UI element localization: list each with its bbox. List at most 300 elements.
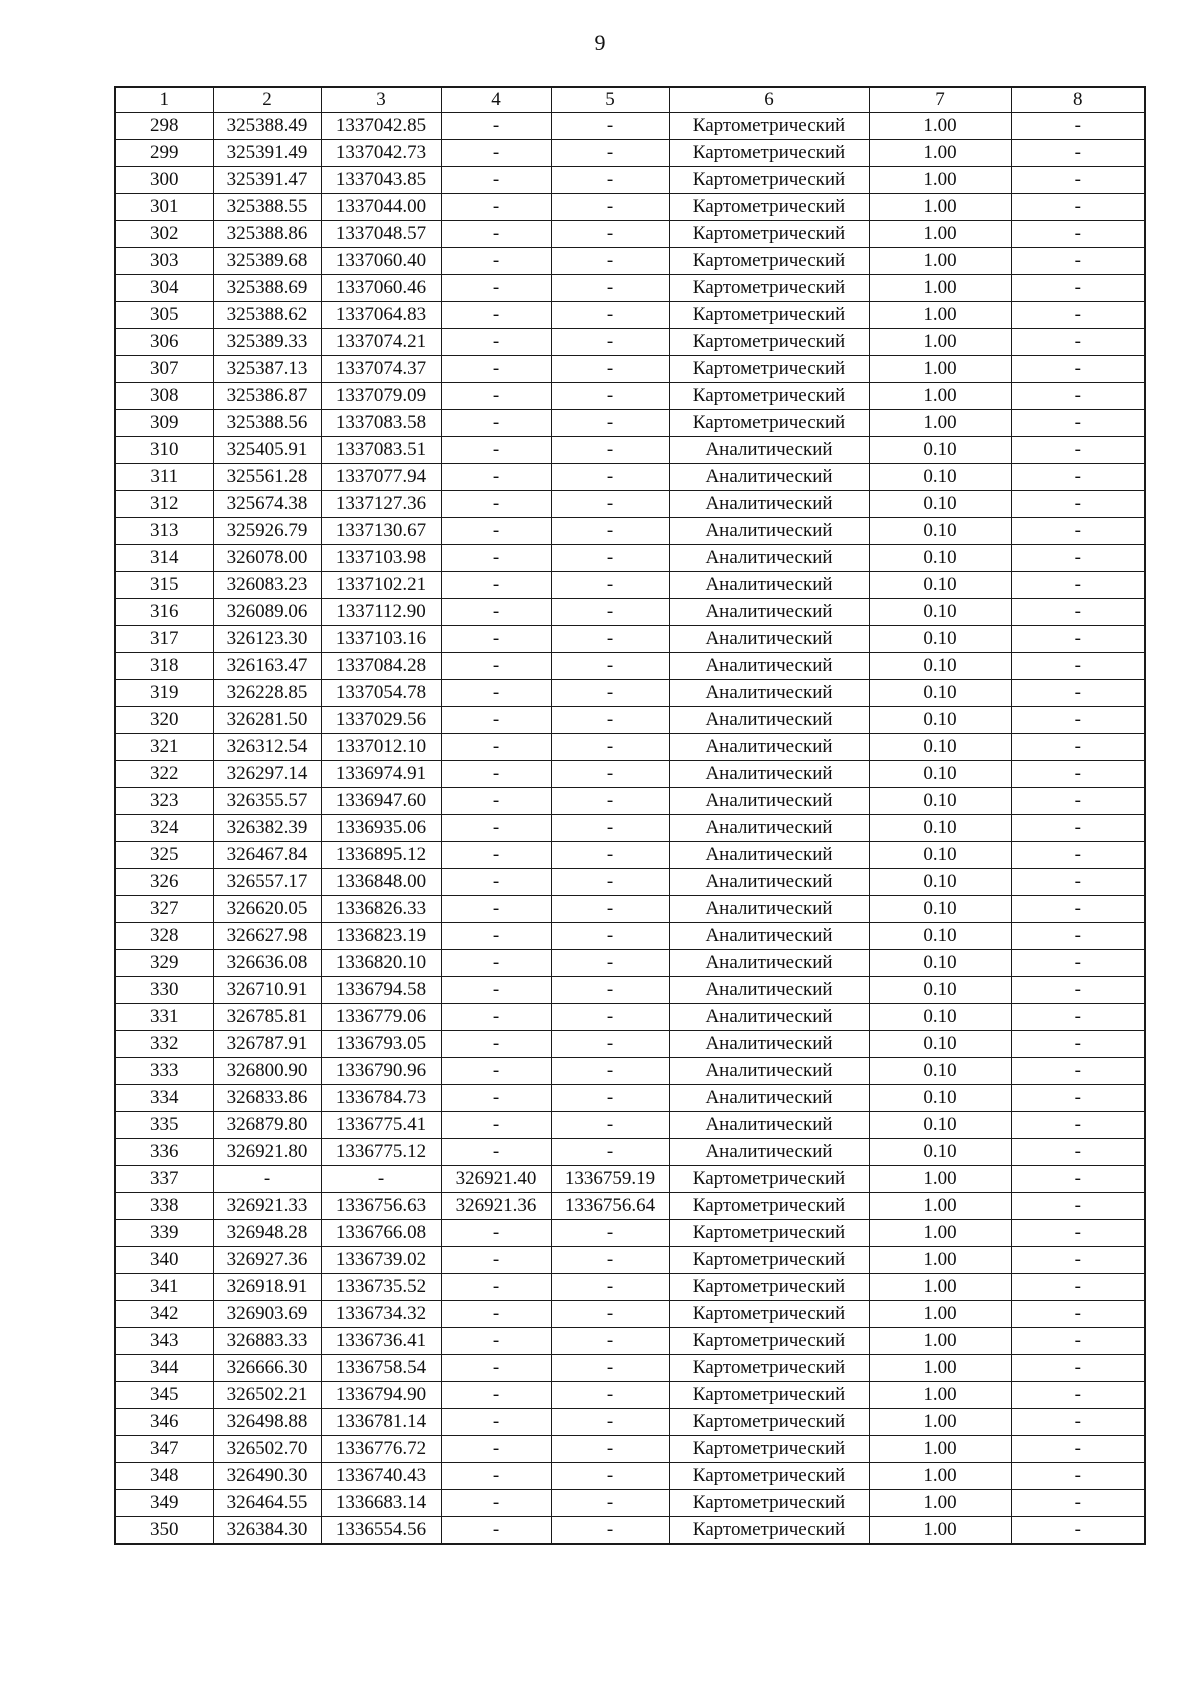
table-row <box>115 194 1145 221</box>
table-row <box>115 761 1145 788</box>
point-number-cell: 330 <box>115 977 213 1004</box>
table-row <box>115 599 1145 626</box>
notes-cell: - <box>1011 491 1145 518</box>
table-row <box>115 680 1145 707</box>
new-y-coordinate-cell: - <box>551 464 669 491</box>
y-coordinate-cell: 1337042.73 <box>321 140 441 167</box>
new-x-coordinate-cell: - <box>441 842 551 869</box>
method-cell: Аналитический <box>669 1112 869 1139</box>
new-y-coordinate-cell: - <box>551 734 669 761</box>
y-coordinate-cell: 1336974.91 <box>321 761 441 788</box>
notes-cell: - <box>1011 545 1145 572</box>
new-y-coordinate-cell: - <box>551 1382 669 1409</box>
x-coordinate-cell: 326355.57 <box>213 788 321 815</box>
new-x-coordinate-cell: - <box>441 356 551 383</box>
x-coordinate-cell: 325389.33 <box>213 329 321 356</box>
accuracy-cell: 1.00 <box>869 1490 1011 1517</box>
method-cell: Картометрический <box>669 1490 869 1517</box>
new-x-coordinate-cell: - <box>441 977 551 1004</box>
x-coordinate-cell: 326785.81 <box>213 1004 321 1031</box>
x-coordinate-cell: 326498.88 <box>213 1409 321 1436</box>
method-cell: Аналитический <box>669 653 869 680</box>
method-cell: Картометрический <box>669 383 869 410</box>
new-y-coordinate-cell: - <box>551 680 669 707</box>
notes-cell: - <box>1011 842 1145 869</box>
x-coordinate-cell: 326666.30 <box>213 1355 321 1382</box>
notes-cell: - <box>1011 977 1145 1004</box>
new-x-coordinate-cell: - <box>441 1517 551 1545</box>
table-row <box>115 950 1145 977</box>
notes-cell: - <box>1011 1220 1145 1247</box>
method-cell: Аналитический <box>669 788 869 815</box>
new-y-coordinate-cell: - <box>551 329 669 356</box>
y-coordinate-cell: 1336820.10 <box>321 950 441 977</box>
method-cell: Аналитический <box>669 977 869 1004</box>
notes-cell: - <box>1011 1382 1145 1409</box>
table-row <box>115 140 1145 167</box>
table-row <box>115 1328 1145 1355</box>
notes-cell: - <box>1011 626 1145 653</box>
point-number-cell: 347 <box>115 1436 213 1463</box>
y-coordinate-cell: 1336947.60 <box>321 788 441 815</box>
x-coordinate-cell: 325388.56 <box>213 410 321 437</box>
accuracy-cell: 1.00 <box>869 302 1011 329</box>
method-cell: Картометрический <box>669 167 869 194</box>
point-number-cell: 336 <box>115 1139 213 1166</box>
x-coordinate-cell: 325388.86 <box>213 221 321 248</box>
point-number-cell: 333 <box>115 1058 213 1085</box>
method-cell: Аналитический <box>669 869 869 896</box>
point-number-cell: 314 <box>115 545 213 572</box>
table-row <box>115 437 1145 464</box>
point-number-cell: 303 <box>115 248 213 275</box>
table-row <box>115 1490 1145 1517</box>
point-number-cell: 316 <box>115 599 213 626</box>
method-cell: Картометрический <box>669 1247 869 1274</box>
table-row <box>115 464 1145 491</box>
point-number-cell: 337 <box>115 1166 213 1193</box>
point-number-cell: 322 <box>115 761 213 788</box>
y-coordinate-cell: - <box>321 1166 441 1193</box>
notes-cell: - <box>1011 1274 1145 1301</box>
point-number-cell: 341 <box>115 1274 213 1301</box>
new-x-coordinate-cell: - <box>441 383 551 410</box>
method-cell: Картометрический <box>669 1517 869 1545</box>
accuracy-cell: 1.00 <box>869 329 1011 356</box>
method-cell: Аналитический <box>669 923 869 950</box>
table-body <box>115 113 1145 1545</box>
new-x-coordinate-cell: - <box>441 950 551 977</box>
table-row <box>115 167 1145 194</box>
notes-cell: - <box>1011 356 1145 383</box>
new-y-coordinate-cell: - <box>551 1436 669 1463</box>
accuracy-cell: 1.00 <box>869 194 1011 221</box>
y-coordinate-cell: 1336784.73 <box>321 1085 441 1112</box>
table-row <box>115 1220 1145 1247</box>
notes-cell: - <box>1011 815 1145 842</box>
new-x-coordinate-cell: - <box>441 140 551 167</box>
y-coordinate-cell: 1336826.33 <box>321 896 441 923</box>
new-y-coordinate-cell: - <box>551 491 669 518</box>
table-row <box>115 869 1145 896</box>
y-coordinate-cell: 1337112.90 <box>321 599 441 626</box>
y-coordinate-cell: 1337083.51 <box>321 437 441 464</box>
notes-cell: - <box>1011 275 1145 302</box>
accuracy-cell: 0.10 <box>869 842 1011 869</box>
new-y-coordinate-cell: - <box>551 410 669 437</box>
table-row <box>115 383 1145 410</box>
method-cell: Аналитический <box>669 1139 869 1166</box>
x-coordinate-cell: 325674.38 <box>213 491 321 518</box>
new-y-coordinate-cell: 1336759.19 <box>551 1166 669 1193</box>
point-number-cell: 334 <box>115 1085 213 1112</box>
new-y-coordinate-cell: - <box>551 599 669 626</box>
new-y-coordinate-cell: - <box>551 545 669 572</box>
accuracy-cell: 1.00 <box>869 1193 1011 1220</box>
new-y-coordinate-cell: - <box>551 194 669 221</box>
accuracy-cell: 0.10 <box>869 950 1011 977</box>
x-coordinate-cell: 326502.21 <box>213 1382 321 1409</box>
accuracy-cell: 1.00 <box>869 410 1011 437</box>
notes-cell: - <box>1011 329 1145 356</box>
point-number-cell: 311 <box>115 464 213 491</box>
new-x-coordinate-cell: - <box>441 815 551 842</box>
y-coordinate-cell: 1337029.56 <box>321 707 441 734</box>
accuracy-cell: 1.00 <box>869 248 1011 275</box>
method-cell: Картометрический <box>669 221 869 248</box>
point-number-cell: 308 <box>115 383 213 410</box>
new-x-coordinate-cell: 326921.40 <box>441 1166 551 1193</box>
new-x-coordinate-cell: - <box>441 545 551 572</box>
point-number-cell: 299 <box>115 140 213 167</box>
notes-cell: - <box>1011 1085 1145 1112</box>
y-coordinate-cell: 1336739.02 <box>321 1247 441 1274</box>
accuracy-cell: 0.10 <box>869 437 1011 464</box>
point-number-cell: 312 <box>115 491 213 518</box>
new-y-coordinate-cell: - <box>551 761 669 788</box>
x-coordinate-cell: 326464.55 <box>213 1490 321 1517</box>
y-coordinate-cell: 1336734.32 <box>321 1301 441 1328</box>
point-number-cell: 332 <box>115 1031 213 1058</box>
method-cell: Аналитический <box>669 707 869 734</box>
accuracy-cell: 1.00 <box>869 1382 1011 1409</box>
new-x-coordinate-cell: - <box>441 653 551 680</box>
x-coordinate-cell: 326710.91 <box>213 977 321 1004</box>
new-y-coordinate-cell: - <box>551 1220 669 1247</box>
new-x-coordinate-cell: - <box>441 1301 551 1328</box>
point-number-cell: 339 <box>115 1220 213 1247</box>
column-header: 4 <box>441 87 551 113</box>
column-header: 7 <box>869 87 1011 113</box>
y-coordinate-cell: 1337083.58 <box>321 410 441 437</box>
notes-cell: - <box>1011 464 1145 491</box>
method-cell: Аналитический <box>669 842 869 869</box>
new-x-coordinate-cell: - <box>441 275 551 302</box>
new-x-coordinate-cell: - <box>441 1328 551 1355</box>
notes-cell: - <box>1011 167 1145 194</box>
notes-cell: - <box>1011 1355 1145 1382</box>
new-y-coordinate-cell: - <box>551 140 669 167</box>
table-row <box>115 653 1145 680</box>
new-x-coordinate-cell: - <box>441 788 551 815</box>
method-cell: Картометрический <box>669 194 869 221</box>
accuracy-cell: 0.10 <box>869 1112 1011 1139</box>
y-coordinate-cell: 1336793.05 <box>321 1031 441 1058</box>
table-row <box>115 788 1145 815</box>
method-cell: Картометрический <box>669 356 869 383</box>
point-number-cell: 349 <box>115 1490 213 1517</box>
point-number-cell: 348 <box>115 1463 213 1490</box>
table-row <box>115 707 1145 734</box>
coordinates-table <box>114 86 1146 1545</box>
x-coordinate-cell: 326800.90 <box>213 1058 321 1085</box>
table-row <box>115 1517 1145 1545</box>
table-row <box>115 896 1145 923</box>
new-y-coordinate-cell: - <box>551 1004 669 1031</box>
method-cell: Картометрический <box>669 329 869 356</box>
method-cell: Картометрический <box>669 1382 869 1409</box>
point-number-cell: 319 <box>115 680 213 707</box>
table-row <box>115 1193 1145 1220</box>
x-coordinate-cell: 325388.62 <box>213 302 321 329</box>
notes-cell: - <box>1011 896 1145 923</box>
column-header: 5 <box>551 87 669 113</box>
new-y-coordinate-cell: - <box>551 1085 669 1112</box>
column-header: 3 <box>321 87 441 113</box>
y-coordinate-cell: 1336756.63 <box>321 1193 441 1220</box>
new-y-coordinate-cell: - <box>551 437 669 464</box>
notes-cell: - <box>1011 248 1145 275</box>
notes-cell: - <box>1011 1490 1145 1517</box>
new-x-coordinate-cell: - <box>441 491 551 518</box>
accuracy-cell: 0.10 <box>869 626 1011 653</box>
point-number-cell: 324 <box>115 815 213 842</box>
notes-cell: - <box>1011 113 1145 140</box>
accuracy-cell: 1.00 <box>869 1301 1011 1328</box>
notes-cell: - <box>1011 1247 1145 1274</box>
method-cell: Аналитический <box>669 626 869 653</box>
point-number-cell: 310 <box>115 437 213 464</box>
x-coordinate-cell: 326948.28 <box>213 1220 321 1247</box>
x-coordinate-cell: 325391.47 <box>213 167 321 194</box>
accuracy-cell: 1.00 <box>869 1247 1011 1274</box>
method-cell: Картометрический <box>669 275 869 302</box>
new-y-coordinate-cell: - <box>551 1031 669 1058</box>
point-number-cell: 321 <box>115 734 213 761</box>
x-coordinate-cell: 325386.87 <box>213 383 321 410</box>
new-x-coordinate-cell: - <box>441 167 551 194</box>
notes-cell: - <box>1011 1517 1145 1545</box>
y-coordinate-cell: 1337074.37 <box>321 356 441 383</box>
notes-cell: - <box>1011 1193 1145 1220</box>
point-number-cell: 301 <box>115 194 213 221</box>
accuracy-cell: 0.10 <box>869 545 1011 572</box>
new-y-coordinate-cell: - <box>551 518 669 545</box>
accuracy-cell: 0.10 <box>869 896 1011 923</box>
table-row <box>115 1436 1145 1463</box>
method-cell: Картометрический <box>669 1328 869 1355</box>
point-number-cell: 325 <box>115 842 213 869</box>
method-cell: Аналитический <box>669 464 869 491</box>
point-number-cell: 344 <box>115 1355 213 1382</box>
column-header: 2 <box>213 87 321 113</box>
page-number: 9 <box>594 30 606 55</box>
table-row <box>115 1463 1145 1490</box>
table-row <box>115 1247 1145 1274</box>
accuracy-cell: 1.00 <box>869 1220 1011 1247</box>
new-x-coordinate-cell: - <box>441 680 551 707</box>
new-y-coordinate-cell: - <box>551 977 669 1004</box>
x-coordinate-cell: 325391.49 <box>213 140 321 167</box>
method-cell: Аналитический <box>669 1004 869 1031</box>
accuracy-cell: 1.00 <box>869 1463 1011 1490</box>
y-coordinate-cell: 1337064.83 <box>321 302 441 329</box>
point-number-cell: 305 <box>115 302 213 329</box>
new-x-coordinate-cell: - <box>441 1247 551 1274</box>
method-cell: Картометрический <box>669 1355 869 1382</box>
new-y-coordinate-cell: - <box>551 302 669 329</box>
x-coordinate-cell: 325388.55 <box>213 194 321 221</box>
notes-cell: - <box>1011 734 1145 761</box>
point-number-cell: 315 <box>115 572 213 599</box>
table-row <box>115 734 1145 761</box>
x-coordinate-cell: 326918.91 <box>213 1274 321 1301</box>
point-number-cell: 309 <box>115 410 213 437</box>
method-cell: Картометрический <box>669 1436 869 1463</box>
y-coordinate-cell: 1337103.98 <box>321 545 441 572</box>
method-cell: Аналитический <box>669 1085 869 1112</box>
y-coordinate-cell: 1337060.46 <box>321 275 441 302</box>
x-coordinate-cell: 326502.70 <box>213 1436 321 1463</box>
new-x-coordinate-cell: - <box>441 1463 551 1490</box>
accuracy-cell: 1.00 <box>869 1409 1011 1436</box>
new-y-coordinate-cell: - <box>551 1463 669 1490</box>
method-cell: Картометрический <box>669 1166 869 1193</box>
new-y-coordinate-cell: 1336756.64 <box>551 1193 669 1220</box>
y-coordinate-cell: 1337012.10 <box>321 734 441 761</box>
new-x-coordinate-cell: - <box>441 707 551 734</box>
point-number-cell: 340 <box>115 1247 213 1274</box>
new-y-coordinate-cell: - <box>551 1139 669 1166</box>
notes-cell: - <box>1011 1328 1145 1355</box>
table-row <box>115 491 1145 518</box>
new-y-coordinate-cell: - <box>551 248 669 275</box>
x-coordinate-cell: 325405.91 <box>213 437 321 464</box>
notes-cell: - <box>1011 653 1145 680</box>
accuracy-cell: 0.10 <box>869 653 1011 680</box>
method-cell: Картометрический <box>669 302 869 329</box>
method-cell: Аналитический <box>669 815 869 842</box>
new-y-coordinate-cell: - <box>551 383 669 410</box>
accuracy-cell: 0.10 <box>869 1058 1011 1085</box>
point-number-cell: 342 <box>115 1301 213 1328</box>
table-row <box>115 356 1145 383</box>
y-coordinate-cell: 1337042.85 <box>321 113 441 140</box>
y-coordinate-cell: 1337044.00 <box>321 194 441 221</box>
x-coordinate-cell: 326297.14 <box>213 761 321 788</box>
table-row <box>115 815 1145 842</box>
method-cell: Картометрический <box>669 1274 869 1301</box>
new-x-coordinate-cell: - <box>441 896 551 923</box>
method-cell: Аналитический <box>669 572 869 599</box>
new-x-coordinate-cell: - <box>441 1139 551 1166</box>
new-x-coordinate-cell: - <box>441 734 551 761</box>
table-row <box>115 302 1145 329</box>
x-coordinate-cell: 325389.68 <box>213 248 321 275</box>
point-number-cell: 306 <box>115 329 213 356</box>
method-cell: Картометрический <box>669 1463 869 1490</box>
notes-cell: - <box>1011 1139 1145 1166</box>
accuracy-cell: 0.10 <box>869 1085 1011 1112</box>
table-row <box>115 329 1145 356</box>
accuracy-cell: 0.10 <box>869 464 1011 491</box>
point-number-cell: 335 <box>115 1112 213 1139</box>
new-y-coordinate-cell: - <box>551 788 669 815</box>
x-coordinate-cell: 326083.23 <box>213 572 321 599</box>
y-coordinate-cell: 1336790.96 <box>321 1058 441 1085</box>
y-coordinate-cell: 1336895.12 <box>321 842 441 869</box>
point-number-cell: 350 <box>115 1517 213 1545</box>
new-x-coordinate-cell: - <box>441 518 551 545</box>
notes-cell: - <box>1011 599 1145 626</box>
accuracy-cell: 0.10 <box>869 491 1011 518</box>
x-coordinate-cell: 326123.30 <box>213 626 321 653</box>
column-header: 1 <box>115 87 213 113</box>
new-y-coordinate-cell: - <box>551 1058 669 1085</box>
point-number-cell: 307 <box>115 356 213 383</box>
y-coordinate-cell: 1337084.28 <box>321 653 441 680</box>
column-header: 6 <box>669 87 869 113</box>
x-coordinate-cell: 326490.30 <box>213 1463 321 1490</box>
new-x-coordinate-cell: - <box>441 599 551 626</box>
point-number-cell: 320 <box>115 707 213 734</box>
method-cell: Аналитический <box>669 761 869 788</box>
new-x-coordinate-cell: - <box>441 626 551 653</box>
y-coordinate-cell: 1336554.56 <box>321 1517 441 1545</box>
new-x-coordinate-cell: - <box>441 1382 551 1409</box>
new-y-coordinate-cell: - <box>551 1112 669 1139</box>
y-coordinate-cell: 1336794.90 <box>321 1382 441 1409</box>
table-row <box>115 572 1145 599</box>
table-row <box>115 518 1145 545</box>
notes-cell: - <box>1011 1463 1145 1490</box>
accuracy-cell: 1.00 <box>869 275 1011 302</box>
new-x-coordinate-cell: - <box>441 248 551 275</box>
new-y-coordinate-cell: - <box>551 167 669 194</box>
notes-cell: - <box>1011 788 1145 815</box>
accuracy-cell: 0.10 <box>869 1139 1011 1166</box>
new-x-coordinate-cell: - <box>441 1220 551 1247</box>
method-cell: Картометрический <box>669 410 869 437</box>
y-coordinate-cell: 1337074.21 <box>321 329 441 356</box>
x-coordinate-cell: 326879.80 <box>213 1112 321 1139</box>
accuracy-cell: 0.10 <box>869 869 1011 896</box>
accuracy-cell: 0.10 <box>869 680 1011 707</box>
point-number-cell: 323 <box>115 788 213 815</box>
point-number-cell: 300 <box>115 167 213 194</box>
accuracy-cell: 0.10 <box>869 977 1011 1004</box>
notes-cell: - <box>1011 302 1145 329</box>
notes-cell: - <box>1011 1409 1145 1436</box>
notes-cell: - <box>1011 869 1145 896</box>
new-y-coordinate-cell: - <box>551 950 669 977</box>
x-coordinate-cell: 326384.30 <box>213 1517 321 1545</box>
new-y-coordinate-cell: - <box>551 653 669 680</box>
y-coordinate-cell: 1336779.06 <box>321 1004 441 1031</box>
new-y-coordinate-cell: - <box>551 815 669 842</box>
method-cell: Аналитический <box>669 599 869 626</box>
y-coordinate-cell: 1336776.72 <box>321 1436 441 1463</box>
